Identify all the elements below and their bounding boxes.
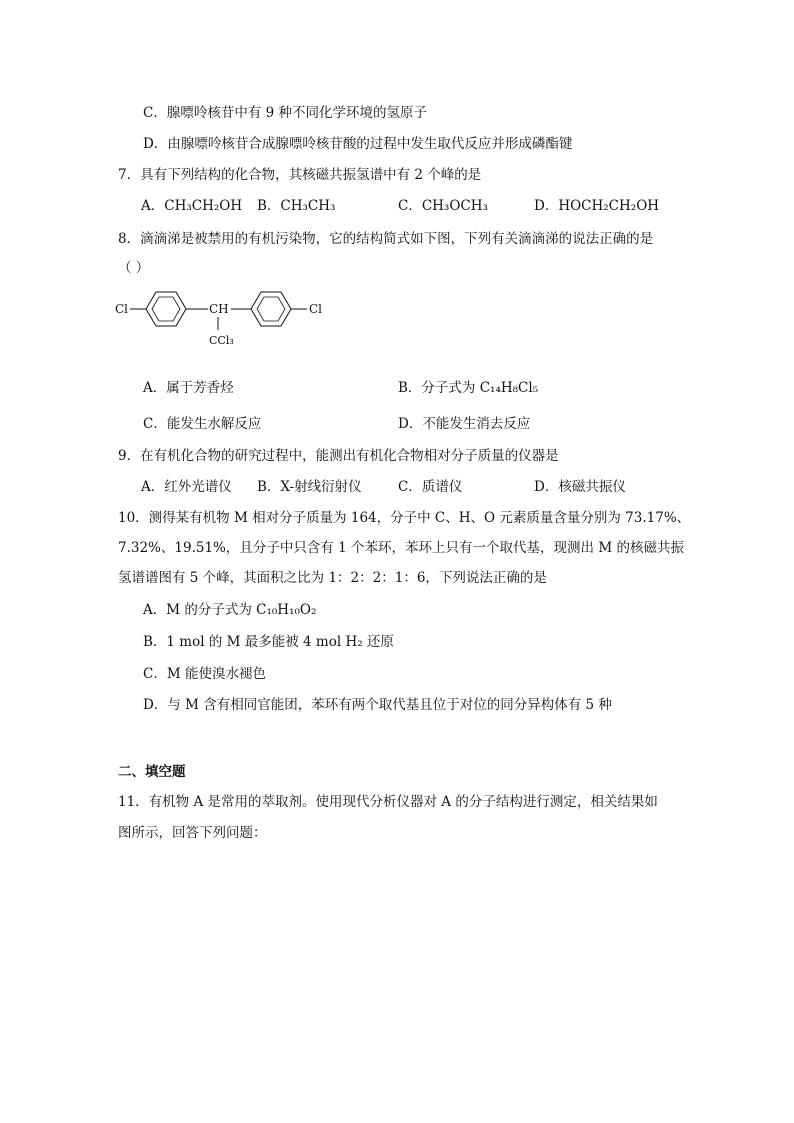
q10-option-b: B．1 mol 的 M 最多能被 4 mol H₂ 还原 (143, 634, 394, 650)
q10-stem-line3: 氢谱谱图有 5 个峰，其面积之比为 1：2：2：1：6，下列说法正确的是 (118, 570, 547, 586)
q10-stem-line2: 7.32%、19.51%，且分子中只含有 1 个苯环，苯环上只有一个取代基，现测出 M 的核磁共振 (118, 540, 684, 556)
q9-stem: 9．在有机化合物的研究过程中，能测出有机化合物相对分子质量的仪器是 (118, 448, 559, 464)
q8-option-b: B．分子式为 C₁₄H₈Cl₅ (398, 380, 539, 396)
section-2-title: 二、填空题 (118, 764, 186, 780)
right-benzene-ring (251, 292, 291, 326)
q11-stem-line1: 11．有机物 A 是常用的萃取剂。使用现代分析仪器对 A 的分子结构进行测定，相关结果如 (118, 794, 658, 810)
ddt-structure-diagram (115, 282, 335, 352)
q8-option-a: A．属于芳香烃 (143, 380, 234, 396)
q6-option-d: D．由腺嘌呤核苷合成腺嘌呤核苷酸的过程中发生取代反应并形成磷酯键 (143, 136, 573, 152)
q7-option-d: D．HOCH₂CH₂OH (534, 198, 660, 214)
q8-stem: 8．滴滴涕是被禁用的有机污染物，它的结构简式如下图，下列有关滴滴涕的说法正确的是 (118, 231, 654, 247)
q7-option-a: A．CH₃CH₂OH (141, 198, 243, 214)
q8-option-c: C．能发生水解反应 (143, 416, 262, 432)
q9-option-b: B．X-射线衍射仪 (257, 479, 362, 495)
q9-option-d: D．核磁共振仪 (534, 479, 626, 495)
q10-option-d: D．与 M 含有相同官能团，苯环有两个取代基且位于对位的同分异构体有 5 种 (143, 697, 612, 713)
q10-option-c: C．M 能使溴水褪色 (143, 666, 266, 682)
q10-option-a: A．M 的分子式为 C₁₀H₁₀O₂ (143, 602, 317, 618)
structure-ccl3: CCl₃ (209, 334, 234, 347)
structure-right-cl: Cl (309, 302, 323, 316)
q9-options (0, 477, 794, 497)
q7-stem: 7．具有下列结构的化合物，其核磁共振氢谱中有 2 个峰的是 (118, 167, 482, 183)
q8-answer-bracket: （ ） (118, 260, 150, 276)
q9-option-c: C．质谱仪 (398, 479, 463, 495)
q6-option-c: C．腺嘌呤核苷中有 9 种不同化学环境的氢原子 (143, 105, 428, 121)
q11-stem-line2: 图所示，回答下列问题： (118, 825, 267, 841)
q7-option-c: C．CH₃OCH₃ (398, 198, 488, 214)
q7-options (0, 196, 794, 216)
q8-option-d: D．不能发生消去反应 (398, 416, 531, 432)
q10-stem-line1: 10．测得某有机物 M 相对分子质量为 164，分子中 C、H、O 元素质量含量分别为 73.17%、 (118, 510, 691, 526)
q8-options-row1 (0, 378, 794, 398)
q8-options-row2 (0, 414, 794, 434)
left-benzene-ring (146, 292, 186, 326)
q9-option-a: A．红外光谱仪 (141, 479, 232, 495)
q7-option-b: B．CH₃CH₃ (257, 198, 336, 214)
structure-ch: CH (209, 302, 229, 316)
structure-left-cl: Cl (115, 302, 129, 316)
